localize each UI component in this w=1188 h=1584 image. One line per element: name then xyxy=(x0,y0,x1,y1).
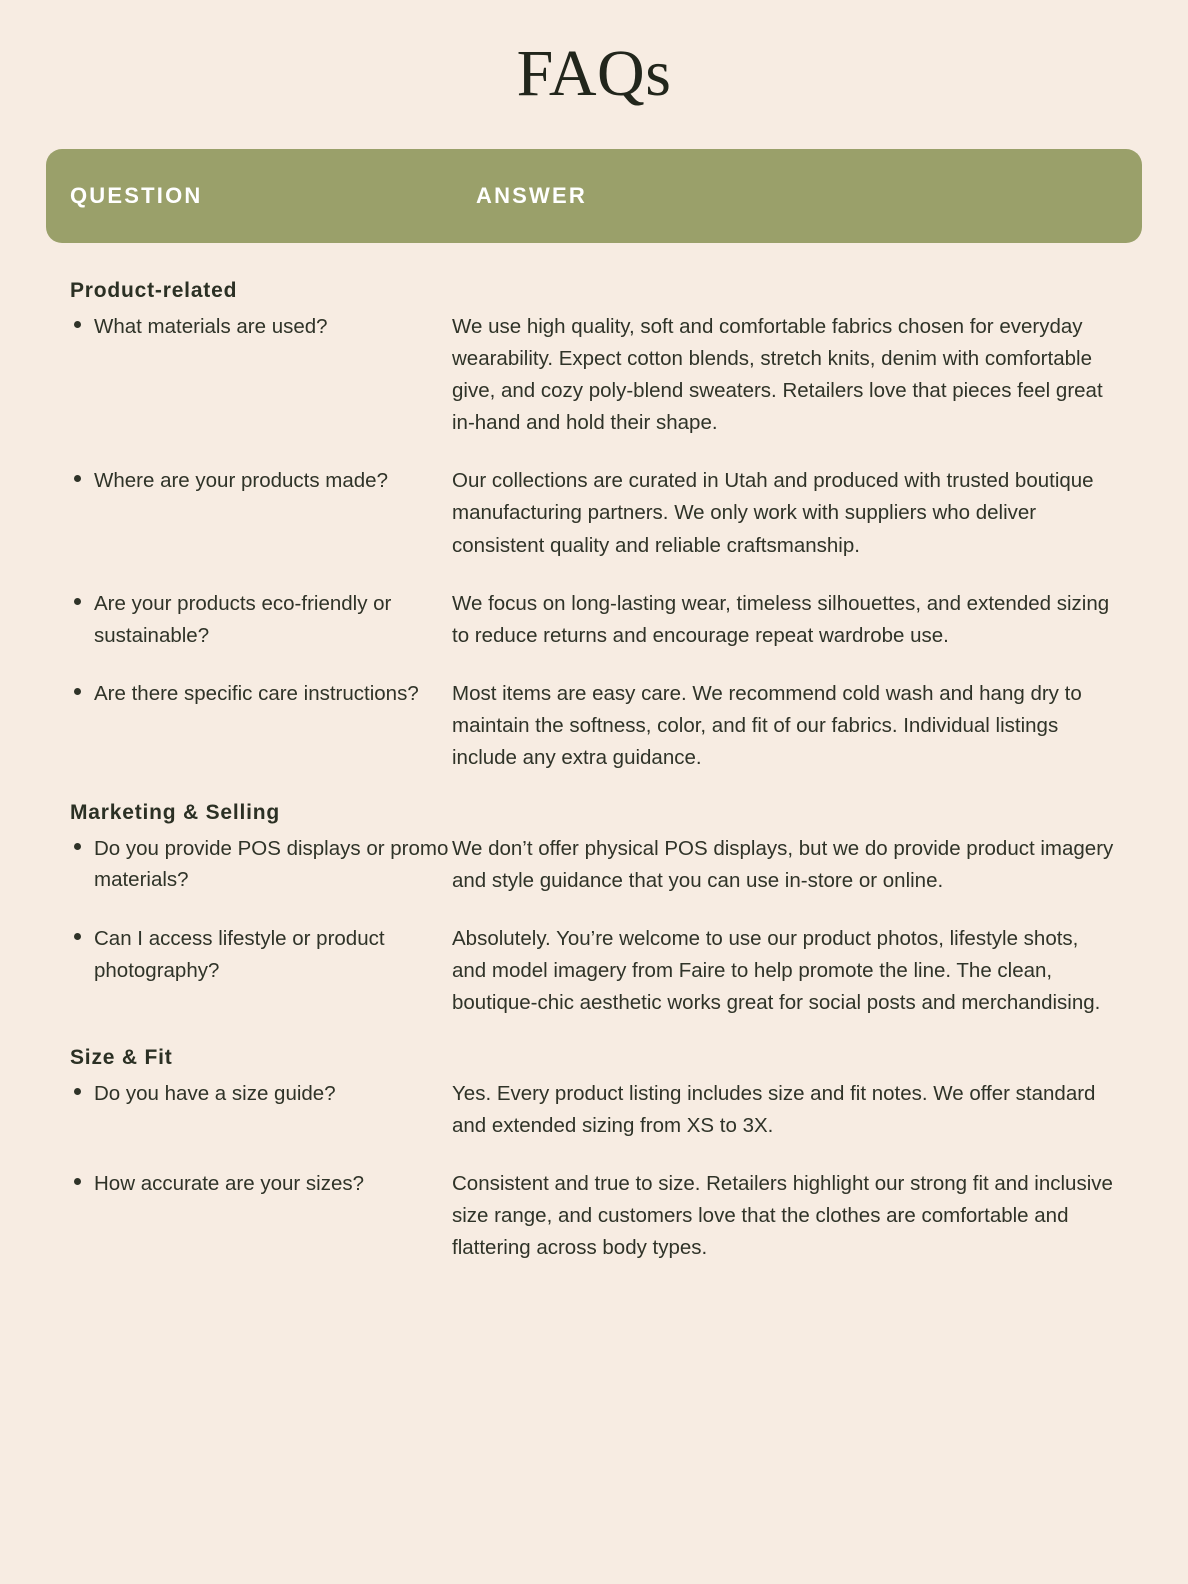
question-text: Do you have a size guide? xyxy=(94,1081,336,1105)
answer-cell xyxy=(452,678,1142,775)
answer-cell xyxy=(452,923,1142,1020)
answer-text: Our collections are curated in Utah and produced with trusted boutique manufacturing partners. We only work with suppliers who deliver consistent quality and reliable craftsmanship. xyxy=(452,469,1094,557)
answer-text: We use high quality, soft and comfortable fabrics chosen for everyday wearability. Expect cotton blends, stretch knits, denim with comfortable give, and cozy poly-blend sweaters. Retailers love that pieces feel great in-hand and hold their shape. xyxy=(452,314,1103,435)
question-cell xyxy=(46,588,452,652)
bullet-icon xyxy=(74,1088,81,1095)
question-cell xyxy=(46,1168,452,1200)
answer-text: We don’t offer physical POS displays, but we do provide product imagery and style guidance that you can use in-store or online. xyxy=(452,836,1114,892)
column-header-answer: ANSWER xyxy=(476,182,587,208)
bullet-icon xyxy=(74,933,81,940)
question-cell xyxy=(46,1078,452,1110)
question-cell xyxy=(46,311,452,343)
answer-cell xyxy=(452,1078,1142,1142)
bullet-icon xyxy=(74,475,81,482)
question-cell xyxy=(46,923,452,987)
faq-row xyxy=(46,311,1142,440)
answer-cell xyxy=(452,311,1142,440)
answer-text: Yes. Every product listing includes size and fit notes. We offer standard and extended sizing from XS to 3X. xyxy=(452,1081,1096,1137)
answer-text: Most items are easy care. We recommend cold wash and hang dry to maintain the softness, color, and fit of our fabrics. Individual listings include any extra guidance. xyxy=(452,682,1082,770)
question-cell xyxy=(46,833,452,897)
faq-content xyxy=(46,243,1142,1265)
bullet-icon xyxy=(74,1178,81,1185)
column-header-question: QUESTION xyxy=(70,182,203,208)
faq-row xyxy=(46,588,1142,652)
faq-row xyxy=(46,678,1142,775)
page-title: FAQs xyxy=(516,37,672,110)
question-text: Are your products eco-friendly or sustainable? xyxy=(94,591,392,647)
bullet-icon xyxy=(74,843,81,850)
faq-section xyxy=(46,801,1142,1020)
question-cell xyxy=(46,465,452,497)
answer-text: Absolutely. You’re welcome to use our product photos, lifestyle shots, and model imagery from Faire to help promote the line. The clean, boutique-chic aesthetic works great for social posts and merchandising. xyxy=(452,927,1101,1015)
answer-text: Consistent and true to size. Retailers highlight our strong fit and inclusive size range, and customers love that the clothes are comfortable and flattering across body types. xyxy=(452,1171,1113,1260)
faq-row xyxy=(46,923,1142,1020)
faq-row xyxy=(46,1078,1142,1142)
bullet-icon xyxy=(74,598,81,605)
bullet-icon xyxy=(74,688,81,695)
section-title: Size & Fit xyxy=(70,1045,173,1069)
faq-row xyxy=(46,833,1142,897)
section-title: Marketing & Selling xyxy=(70,800,281,824)
faq-section xyxy=(46,1046,1142,1265)
answer-text: We focus on long-lasting wear, timeless silhouettes, and extended sizing to reduce returns and encourage repeat wardrobe use. xyxy=(452,591,1110,647)
table-header-bar xyxy=(46,149,1142,243)
question-text: Do you provide POS displays or promo materials? xyxy=(94,836,449,892)
answer-cell xyxy=(452,465,1142,562)
faq-row xyxy=(46,465,1142,562)
question-text: Where are your products made? xyxy=(94,469,388,493)
bullet-icon xyxy=(74,321,81,328)
question-cell xyxy=(46,678,452,710)
question-text: Can I access lifestyle or product photography? xyxy=(94,927,385,982)
question-text: Are there specific care instructions? xyxy=(94,682,419,706)
faq-row xyxy=(46,1168,1142,1265)
faq-section xyxy=(46,279,1142,775)
answer-cell xyxy=(452,1168,1142,1265)
question-text: How accurate are your sizes? xyxy=(94,1171,365,1195)
section-title: Product-related xyxy=(70,278,238,302)
question-text: What materials are used? xyxy=(94,314,328,338)
answer-cell xyxy=(452,588,1142,652)
answer-cell xyxy=(452,833,1142,897)
